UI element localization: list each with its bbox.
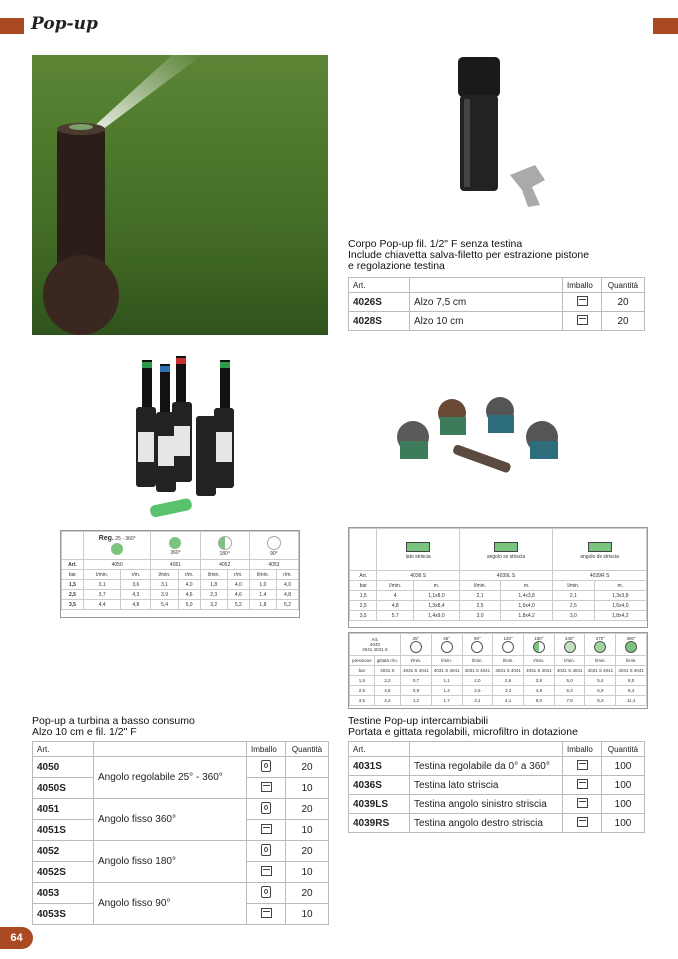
- bag-icon: [261, 844, 271, 856]
- angle-180-icon: [533, 641, 545, 653]
- turbine-table: Art. Imballo Quantità 4050 Angolo regolabile 25° - 360° 20 4050S 10 4051 Angolo fisso 360° 20 4051S 10 4052 Angolo fisso 180° 20 4052S 10 4053 Angolo fisso 90° 20 4053S 10: [32, 741, 329, 925]
- header-accent-left: [0, 18, 24, 34]
- sprinkler-lawn-photo: [32, 55, 328, 335]
- table-row: 4036S Testina lato striscia 100: [349, 776, 645, 795]
- box-icon: [577, 779, 588, 789]
- header-accent-right: [653, 18, 678, 34]
- nozzles-photo: [390, 395, 575, 490]
- box-icon: [577, 296, 588, 306]
- turbine-popups-photo: [130, 352, 240, 520]
- box-icon: [577, 760, 588, 770]
- table-row: 4039LS Testina angolo sinistro striscia 100: [349, 795, 645, 814]
- table-row: 4026S Alzo 7,5 cm 20: [349, 293, 645, 312]
- table-row: 4051 Angolo fisso 360° 20: [33, 799, 329, 820]
- spec-table-right-bottom: Art. 4040 4041 4031 S 25° 45° 90° 120° 180° 240° 270° 360° pressione gittata r/m. l/min. l/min. l/min. l/min. l/min. l/min. l/min. l/min. bar 4031 S 4031 S 4041 4031 S 4041 4031 S 4041 4031 S 4041 4031 S 4041 4031 S 4041 4031 S 4041 4031 S 4041 1,5 3,2 0,7 1,1 2,0 2,6 3,8 5,0 5,4 8,0 2,5 3,8 0,9 1,4 2,5 3,3 4,8 6,3 6,9 9,4 3,5 4,2 1,2 1,7 3,1 4,1 6,0 7,8 8,3 11,4: [348, 632, 648, 709]
- bag-icon: [261, 760, 271, 772]
- popup-body-image: [440, 55, 560, 215]
- table-row: 4051S 10: [33, 820, 329, 841]
- spec-table-left: Reg. 25 - 360° 360° 180° 90° Art. 4050 4051 4052 4053 bar l/min. r/m. l/min. r/m. l/min. r/m. l/min. r/m. 1,5 3,1 3,6 3,1 4,0 1,8 4,0 1,0 4,0 2,5 3,7 4,3 3,9 4,6 2,3 4,6 1,4 4,8 3,5 4,4 4,8 5,4 5,0 3,2 5,2 1,8 5,2: [60, 530, 300, 618]
- angle-90-icon: [267, 536, 281, 550]
- box-icon: [577, 817, 588, 827]
- box-icon: [577, 315, 588, 325]
- bag-icon: [261, 802, 271, 814]
- angle-180-icon: [218, 536, 232, 550]
- turbine-caption: Pop-up a turbina a basso consumo Alzo 10 cm e fil. 1/2" F: [32, 715, 195, 738]
- table-row: 4053 Angolo fisso 90° 20: [33, 883, 329, 904]
- strip-right-icon: [588, 542, 612, 552]
- angle-240-icon: [564, 641, 576, 653]
- angle-270-icon: [594, 641, 606, 653]
- nozzles-table: Art. Imballo Quantità 4031S Testina regolabile da 0° a 360° 100 4036S Testina lato striscia 100 4039LS Testina angolo sinistro striscia 100 4039RS Testina angolo destro striscia 100: [348, 741, 645, 833]
- strip-left-icon: [494, 542, 518, 552]
- box-icon: [261, 824, 272, 834]
- box-icon: [261, 782, 272, 792]
- table-row: 4031S Testina regolabile da 0° a 360° 100: [349, 757, 645, 776]
- page-number: 64: [0, 927, 33, 949]
- page-title: Pop-up: [31, 14, 98, 34]
- table-row: 4050 Angolo regolabile 25° - 360° 20: [33, 757, 329, 778]
- angle-120-icon: [502, 641, 514, 653]
- reg-angle-icon: [111, 543, 123, 555]
- angle-90-icon: [471, 641, 483, 653]
- angle-360-icon: [169, 537, 181, 549]
- table-row: 4050S 10: [33, 778, 329, 799]
- strip-side-icon: [406, 542, 430, 552]
- bag-icon: [261, 886, 271, 898]
- top-product-table: Art. Imballo Quantità 4026S Alzo 7,5 cm 20 4028S Alzo 10 cm 20: [348, 277, 645, 331]
- box-icon: [577, 798, 588, 808]
- spec-table-right-top: lato striscia angolo sx striscia angolo dx striscia Art. 4036 S 4039L S 4039R S bar l/min. m. l/min. m. l/min. m. 1,5 4 1,1x8,0 2,1 1,4x3,8 2,1 1,3x3,8 2,5 4,8 1,3x8,4 2,5 1,6x4,0 2,5 1,6x4,0 3,5 5,7 1,4x9,0 3,0 1,8x4,2 3,0 1,8x4,2: [348, 527, 648, 628]
- table-row: 4039RS Testina angolo destro striscia 100: [349, 814, 645, 833]
- table-row: 4028S Alzo 10 cm 20: [349, 312, 645, 331]
- angle-45-icon: [441, 641, 453, 653]
- angle-25-icon: [410, 641, 422, 653]
- box-icon: [261, 866, 272, 876]
- table-row: 4053S 10: [33, 904, 329, 925]
- table-row: 4052 Angolo fisso 180° 20: [33, 841, 329, 862]
- angle-360-icon: [625, 641, 637, 653]
- box-icon: [261, 908, 272, 918]
- top-product-caption: Corpo Pop-up fil. 1/2" F senza testina Include chiavetta salva-filetto per estrazione pistone e regolazione testina: [348, 238, 590, 272]
- table-row: 4052S 10: [33, 862, 329, 883]
- nozzles-caption: Testine Pop-up intercambiabili Portata e gittata regolabili, microfiltro in dotazione: [348, 715, 578, 738]
